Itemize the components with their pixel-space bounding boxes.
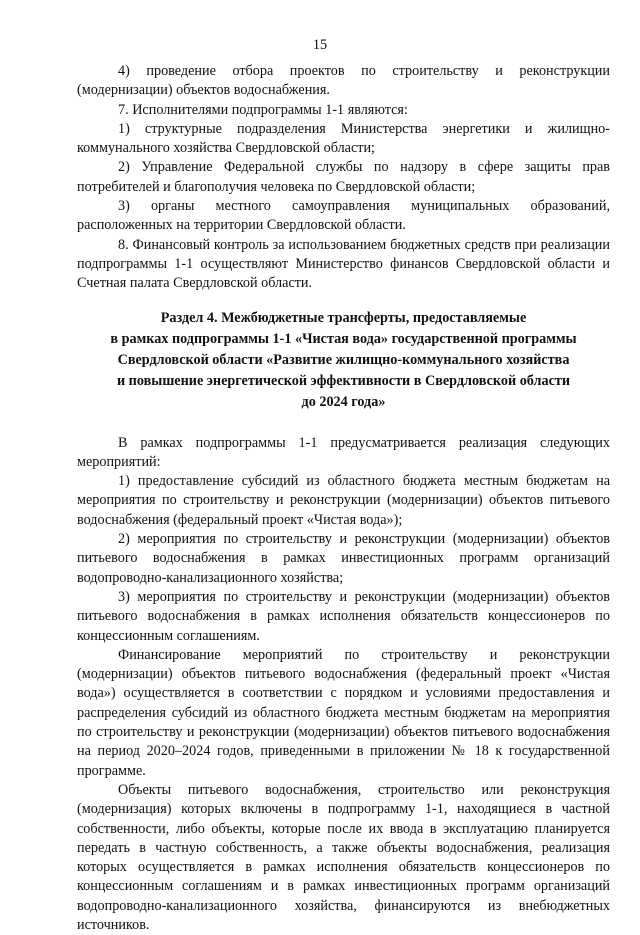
paragraph-executors-intro: 7. Исполнителями подпрограммы 1-1 являются: (118, 101, 408, 118)
paragraph-measure-2: 2) мероприятия по строительству и реконструкции (модернизации) объектов питьевого водоснабжения в рамках инвестиционных программ организаций водопроводно-канализационного хозяйства; (77, 531, 610, 586)
paragraph-measures-intro: В рамках подпрограммы 1-1 предусматривается реализация следующих мероприятий: (77, 434, 610, 470)
paragraph-item-4: 4) проведение отбора проектов по строительству и реконструкции (модернизации) объектов водоснабжения. (77, 63, 610, 99)
paragraph-executor-3: 3) органы местного самоуправления муниципальных образований, расположенных на территории Свердловской области. (77, 198, 610, 234)
paragraph-water-supply-objects: Объекты питьевого водоснабжения, строительство или реконструкция (модернизация) которых включены в подпрограмму 1-1, находящиеся в частной собственности, либо объекты, которые после их ввода в эксплуатацию планируется передать в частную собственность, а также объекты водоснабжения, реализация которых осуществляется в рамках исполнения обязательств концессионеров по концессионным соглашениям и в рамках инвестиционных программ организаций водопроводно-канализационного хозяйства, финансируются из внебюджетных источников. (77, 781, 610, 933)
section-heading-line: и повышение энергетической эффективности в Свердловской области (116, 372, 571, 389)
section-heading (77, 308, 610, 413)
paragraph-measure-1: 1) предоставление субсидий из областного бюджета местным бюджетам на мероприятия по строительству и реконструкции (модернизации) объектов питьевого водоснабжения (федеральный проект «Чистая вода»); (77, 473, 610, 528)
paragraph-measure-3: 3) мероприятия по строительству и реконструкции (модернизации) объектов питьевого водоснабжения в рамках исполнения обязательств концессионеров по концессионным соглашениям. (77, 588, 610, 644)
page-number: 15 (312, 37, 328, 53)
spacer (77, 413, 610, 434)
paragraph-executor-2: 2) Управление Федеральной службы по надзору в сфере защиты прав потребителей и благополучия человека по Свердловской области; (77, 159, 610, 195)
section-heading-line: Раздел 4. Межбюджетные трансферты, предоставляемые (160, 309, 527, 326)
section-heading-line: Свердловской области «Развитие жилищно-коммунального хозяйства (117, 351, 570, 368)
section-heading-line: в рамках подпрограммы 1-1 «Чистая вода» государственной программы (110, 330, 577, 347)
paragraph-financial-control: 8. Финансовый контроль за использованием бюджетных средств при реализации подпрограммы 1-1 осуществляют Министерство финансов Свердловской области и Счетная палата Свердловской области. (77, 236, 610, 292)
page-body (77, 62, 610, 935)
paragraph-financing: Финансирование мероприятий по строительству и реконструкции (модернизации) объектов питьевого водоснабжения (федеральный проект «Чистая вода») осуществляется в соответствии с порядком и условиями предоставления и распределения субсидий из областного бюджета местным бюджетам на мероприятия по строительству и реконструкции (модернизации) объектов питьевого водоснабжения на период 2020–2024 годов, приведенными в приложении № 18 к государственной программе. (77, 646, 610, 779)
paragraph-executor-1: 1) структурные подразделения Министерства энергетики и жилищно-коммунального хозяйства Свердловской области; (77, 120, 610, 157)
section-heading-line: до 2024 года» (301, 393, 386, 410)
